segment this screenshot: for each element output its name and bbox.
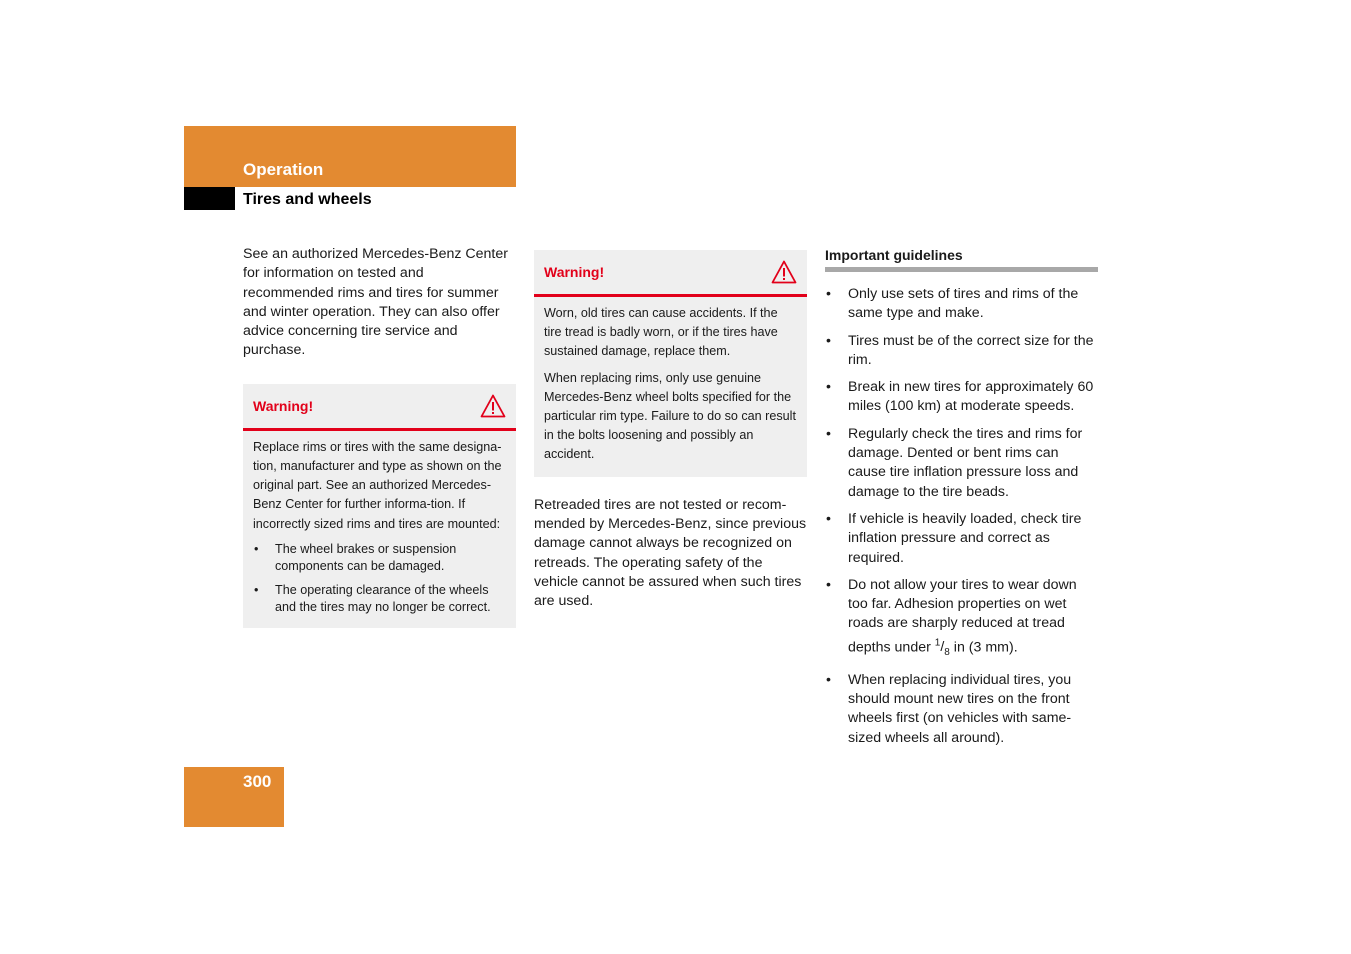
fraction-numerator: 1 (934, 637, 941, 649)
fraction (934, 637, 950, 659)
fraction-denominator: 8 (944, 647, 950, 659)
warning-text: Replace rims or tires with the same designa-tion, manufacturer and type as shown on the original part. See an authorized Mercedes-Benz Center for further informa-tion. If incorrectly sized rims and tires are mounted: (253, 439, 502, 531)
column-1 (243, 245, 516, 628)
list-item: • Break in new tires for approximately 60 miles (100 km) at moderate speeds. (825, 378, 1098, 417)
tread-text: Do not allow your tires to wear down too far. Adhesion properties on wet roads are sharply reduced at tread depths under (848, 576, 1077, 656)
warning-paragraph: Worn, old tires can cause accidents. If the tire tread is badly worn, or if the tires have sustained damage, replace them. (544, 306, 778, 359)
warning-box-worn-tires (534, 250, 807, 477)
heading-rule (825, 267, 1098, 272)
warning-body (534, 297, 807, 477)
warning-header (534, 250, 807, 297)
warning-paragraph: When replacing rims, only use genuine Mercedes-Benz wheel bolts specified for the particular rim type. Failure to do so can result in the bolts loosening and possibly an accident. (544, 370, 796, 462)
warning-body (243, 431, 516, 628)
subsection-title: Tires and wheels (243, 191, 372, 208)
guidelines-list (825, 285, 1098, 748)
list-item-tread-depth (825, 576, 1098, 663)
list-item: • Regularly check the tires and rims for damage. Dented or bent rims can cause tire inflation pressure loss and damage to the tire beads. (825, 425, 1098, 502)
warning-box-rims (243, 384, 516, 628)
list-item: • Tires must be of the correct size for the rim. (825, 332, 1098, 371)
guidelines-heading: Important guidelines (825, 247, 963, 263)
section-title: Operation (243, 160, 324, 179)
warning-header (243, 384, 516, 431)
list-item: • When replacing individual tires, you should mount new tires on the front wheels first (on vehicles with same-sized wheels all around). (825, 671, 1098, 748)
page-number: 300 (243, 772, 272, 791)
retreaded-tires-paragraph: Retreaded tires are not tested or recom-mended by Mercedes-Benz, since previous damage cannot always be recognized on retreads. The operating safety of the vehicle cannot be assured when such tires are used. (534, 496, 807, 610)
warning-title: Warning! (253, 397, 314, 414)
warning-triangle-icon (480, 394, 506, 418)
column-2 (534, 250, 807, 611)
header-band (184, 126, 516, 187)
list-item: • The wheel brakes or suspension components can be damaged. (253, 541, 506, 576)
column-3 (825, 245, 1098, 756)
tread-text-end: in (3 mm). (949, 639, 1018, 656)
fraction-slash: / (940, 639, 945, 656)
warning-bullet-list (253, 541, 506, 617)
warning-title: Warning! (544, 264, 605, 280)
list-item: • If vehicle is heavily loaded, check tire inflation pressure and correct as required. (825, 510, 1098, 568)
warning-triangle-icon (771, 260, 797, 284)
list-item: • The operating clearance of the wheels and the tires may no longer be correct. (253, 582, 506, 617)
list-item: • Only use sets of tires and rims of the same type and make. (825, 285, 1098, 324)
section-marker-tab (184, 187, 235, 210)
intro-paragraph: See an authorized Mercedes-Benz Center for information on tested and recommended rims and tires for summer and winter operation. They can also offer advice concerning tire service and purchase. (243, 246, 508, 359)
